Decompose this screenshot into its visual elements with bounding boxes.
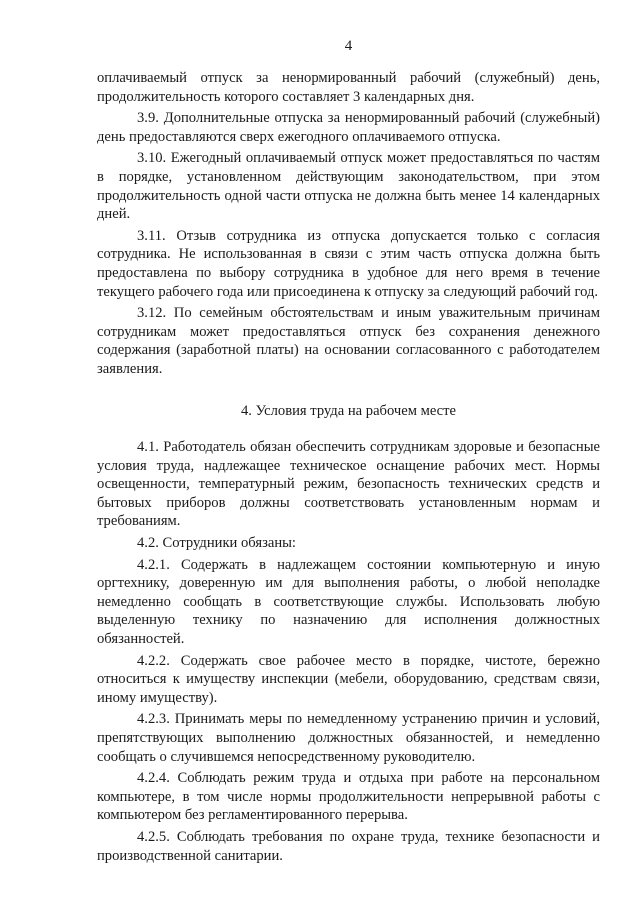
paragraph-continuation: оплачиваемый отпуск за ненормированный рабочий (служебный) день, продолжительность которого составляет 3 календарных дня. [97,70,600,105]
paragraph-4-2: 4.2. Сотрудники обязаны: [137,535,296,552]
document-page [97,36,600,865]
paragraph-4-2-1: 4.2.1. Содержать в надлежащем состоянии компьютерную и иную оргтехнику, доверенную им для выполнения работы, о любой неполадке немедленно сообщать в соответствующие службы. Использовать любую выделенную технику по назначению для исполнения должностных обязанностей. [97,556,600,648]
section-heading: 4. Условия труда на рабочем месте [240,402,457,419]
paragraph-4-2-5: 4.2.5. Соблюдать требования по охране труда, технике безопасности и производственной санитарии. [97,828,600,864]
paragraph-4-2-2: 4.2.2. Содержать свое рабочее место в порядке, чистоте, бережно относиться к имуществу инспекции (мебели, оборудованию, средствам связи, иному имуществу). [97,652,600,706]
paragraph-3-10: 3.10. Ежегодный оплачиваемый отпуск может предоставляться по частям в порядке, установленном действующим законодательством, при этом продолжительность одной части отпуска не должна быть менее 14 календарных дней. [97,150,600,223]
paragraph-4-2-3: 4.2.3. Принимать меры по немедленному устранению причин и условий, препятствующих выполнению должностных обязанностей, и немедленно сообщать о случившемся непосредственному руководителю. [97,711,600,765]
paragraph-4-1: 4.1. Работодатель обязан обеспечить сотрудникам здоровые и безопасные условия труда, надлежащее техническое оснащение рабочих мест. Нормы освещенности, температурный режим, безопасность технических средств и бытовых приборов должны соответствовать установленным нормам и требованиям. [97,439,600,530]
paragraph-3-9: 3.9. Дополнительные отпуска за ненормированный рабочий (служебный) день предоставляются сверх ежегодного оплачиваемого отпуска. [97,110,600,145]
paragraph-3-12: 3.12. По семейным обстоятельствам и иным уважительным причинам сотрудникам может предоставляться отпуск без сохранения денежного содержания (заработной платы) на основании согласованного с работодателем заявления. [97,305,600,377]
paragraph-4-2-4: 4.2.4. Соблюдать режим труда и отдыха при работе на персональном компьютере, в том числе нормы продолжительности непрерывной работы с компьютером без регламентированного перерыва. [97,770,600,824]
page-number: 4 [344,38,353,54]
paragraph-3-11: 3.11. Отзыв сотрудника из отпуска допускается только с согласия сотрудника. Не использованная в связи с этим часть отпуска должна быть предоставлена по выбору сотрудника в удобное для него время в течение текущего рабочего года или присоединена к отпуску за следующий рабочий год. [97,227,600,300]
